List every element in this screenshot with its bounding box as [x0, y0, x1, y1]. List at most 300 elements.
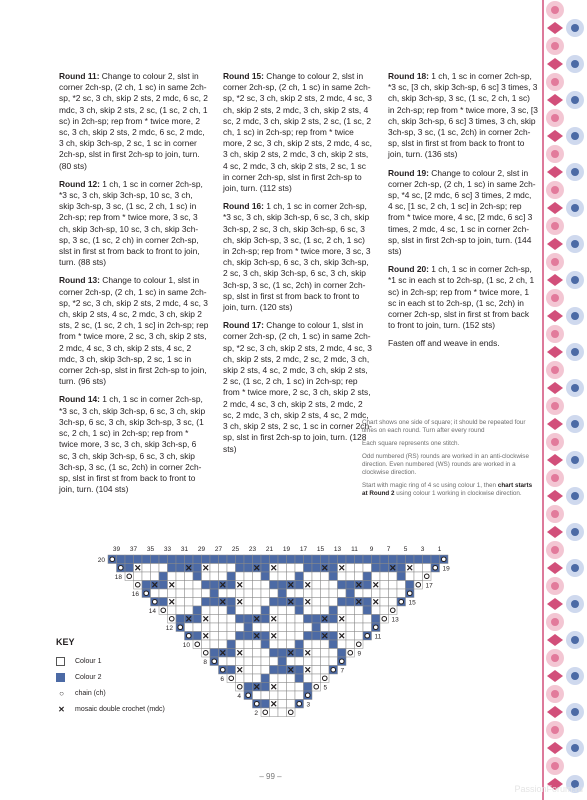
finish-text: Fasten off and weave in ends. — [388, 338, 500, 349]
round-label: 3 — [306, 701, 311, 709]
stitch-cell — [227, 657, 236, 666]
stitch-cell — [329, 632, 338, 641]
stitch-cell — [295, 589, 304, 598]
stitch-cell — [134, 572, 143, 581]
round-label: 5 — [323, 684, 328, 692]
stitch-cell — [372, 572, 381, 581]
stitch-cell — [304, 564, 313, 573]
stitch-cell — [125, 555, 134, 564]
stitch-cell — [312, 572, 321, 581]
stitch-cell — [329, 657, 338, 666]
chain-mark — [331, 667, 336, 672]
stitch-cell — [312, 666, 321, 675]
stitch-cell — [227, 606, 236, 615]
column-number: 37 — [129, 546, 138, 553]
stitch-cell — [202, 555, 211, 564]
stitch-cell — [253, 657, 262, 666]
colour1-swatch — [56, 657, 65, 666]
stitch-cell — [414, 555, 423, 564]
round-18: Round 18: 1 ch, 1 sc in corner 2ch-sp, *3 sc, [3 ch, skip 3ch-sp, 6 sc] 3 times, 3 ch, skip 3ch-sp, 3 sc, (1 sc, 2 ch, 1 sc) in 2ch-sp; rep from * twice more, 3 sc, [3 ch, skip 3ch-sp, 6 sc] 3 times, 3 ch, skip 3ch-sp, 3 sc, (1 sc, 2ch) in corner 2ch-sp, slst in first st from back to front to join, turn. (136 sts) — [388, 71, 538, 160]
key-colour2: Colour 2 — [56, 669, 165, 685]
stitch-cell — [176, 589, 185, 598]
round-label: 14 — [148, 608, 156, 615]
note-square: Each square represents one stitch. — [362, 440, 460, 447]
stitch-cell — [278, 691, 287, 700]
stitch-cell — [287, 674, 296, 683]
stitch-cell — [244, 623, 253, 632]
stitch-cell — [261, 606, 270, 615]
chain-mark — [382, 616, 387, 621]
stitch-cell — [193, 589, 202, 598]
stitch-cell — [270, 708, 279, 717]
stitch-cell — [210, 581, 219, 590]
stitch-cell — [295, 564, 304, 573]
chain-mark — [144, 591, 149, 596]
stitch-cell — [193, 572, 202, 581]
stitch-cell — [346, 555, 355, 564]
stitch-cell — [185, 606, 194, 615]
stitch-cell — [176, 581, 185, 590]
stitch-cell — [168, 572, 177, 581]
stitch-cell — [210, 649, 219, 658]
stitch-cell — [355, 589, 364, 598]
stitch-cell — [261, 598, 270, 607]
stitch-cell — [236, 555, 245, 564]
stitch-cell — [227, 589, 236, 598]
stitch-cell — [176, 572, 185, 581]
stitch-cell — [304, 572, 313, 581]
stitch-cell — [159, 589, 168, 598]
stitch-cell — [355, 632, 364, 641]
stitch-cell — [202, 581, 211, 590]
stitch-cell — [219, 606, 228, 615]
stitch-cell — [312, 649, 321, 658]
stitch-cell — [406, 572, 415, 581]
stitch-cell — [295, 683, 304, 692]
stitch-cell — [329, 589, 338, 598]
stitch-cell — [304, 657, 313, 666]
stitch-cell — [312, 615, 321, 624]
column-number: 3 — [420, 546, 425, 553]
stitch-cell — [193, 555, 202, 564]
stitch-cell — [312, 555, 321, 564]
stitch-cell — [142, 572, 151, 581]
stitch-cell — [159, 598, 168, 607]
stitch-cell — [312, 640, 321, 649]
stitch-cell — [397, 581, 406, 590]
chain-mark — [322, 676, 327, 681]
stitch-cell — [287, 564, 296, 573]
stitch-cell — [185, 581, 194, 590]
stitch-cell — [397, 589, 406, 598]
stitch-cell — [227, 649, 236, 658]
stitch-cell — [278, 700, 287, 709]
column-number: 29 — [197, 546, 206, 553]
column-number: 1 — [437, 546, 442, 553]
stitch-cell — [244, 564, 253, 573]
stitch-cell — [287, 683, 296, 692]
chain-mark — [195, 642, 200, 647]
stitch-cell — [210, 589, 219, 598]
stitch-cell — [431, 555, 440, 564]
stitch-cell — [134, 555, 143, 564]
key-title: KEY — [56, 637, 75, 647]
column-number: 7 — [386, 546, 391, 553]
stitch-cell — [389, 572, 398, 581]
round-label: 15 — [408, 599, 416, 607]
chain-mark — [416, 582, 421, 587]
watermark: PassionForum.ru — [514, 784, 583, 794]
column-number: 17 — [299, 546, 308, 553]
stitch-cell — [244, 581, 253, 590]
stitch-cell — [227, 640, 236, 649]
stitch-cell — [295, 623, 304, 632]
stitch-cell — [278, 649, 287, 658]
stitch-cell — [338, 572, 347, 581]
stitch-cell — [363, 572, 372, 581]
note-start: Start with magic ring of 4 sc using colour 1, then chart starts at Round 2 using colour 1 working in clockwise direction. — [362, 482, 533, 497]
stitch-cell — [278, 683, 287, 692]
stitch-cell — [244, 666, 253, 675]
stitch-cell — [287, 632, 296, 641]
stitch-cell — [278, 589, 287, 598]
column-number: 31 — [180, 546, 189, 553]
stitch-cell — [261, 657, 270, 666]
stitch-cell — [193, 615, 202, 624]
stitch-cell — [261, 564, 270, 573]
stitch-cell — [363, 564, 372, 573]
stitch-cell — [253, 666, 262, 675]
stitch-cell — [253, 572, 262, 581]
stitch-cell — [423, 564, 432, 573]
stitch-cell — [312, 589, 321, 598]
column-number: 5 — [403, 546, 408, 553]
stitch-cell — [363, 615, 372, 624]
stitch-cell — [253, 555, 262, 564]
stitch-cell — [236, 615, 245, 624]
chart-key — [56, 637, 165, 717]
stitch-cell — [295, 674, 304, 683]
stitch-cell — [329, 598, 338, 607]
stitch-cell — [380, 581, 389, 590]
round-label: 19 — [442, 565, 450, 573]
stitch-cell — [142, 555, 151, 564]
stitch-cell — [312, 564, 321, 573]
stitch-cell — [185, 589, 194, 598]
stitch-cell — [253, 674, 262, 683]
round-13: Round 13: Change to colour 1, slst in corner 2ch-sp, (2 ch, 1 sc) in same 2ch-sp, *2 sc, 3 ch, skip 2 sts, 2 mdc, 4 sc, 3 ch, skip 2 sts, 4 sc, 2 mdc, 3 ch, skip 2 sts, 2 sc, (1 sc, 2 ch, 1 sc] in 2ch-sp; rep from * twice more, 2 sc, 3 ch, skip 2 sts, 2 mdc, 4 sc, 3 ch, skip 2 sts, 4 sc, 2 mdc, 3 ch, skip 3ch-sp, 2 sc, 1 sc in corner 2ch-sp, slst in first 2ch-sp to join, turn. (96 sts) — [59, 275, 209, 387]
stitch-cell — [304, 589, 313, 598]
stitch-cell — [338, 589, 347, 598]
cross-icon: ✕ — [58, 704, 65, 714]
stitch-cell — [219, 589, 228, 598]
stitch-cell — [287, 572, 296, 581]
stitch-cell — [270, 691, 279, 700]
column-number: 23 — [248, 546, 257, 553]
stitch-cell — [159, 572, 168, 581]
stitch-cell — [312, 657, 321, 666]
stitch-cell — [295, 606, 304, 615]
round-20: Round 20: 1 ch, 1 sc in corner 2ch-sp, *1 sc in each st to 2ch-sp, (1 sc, 2 ch, 1 sc) in 2ch-sp; rep from * twice more, 1 sc in each st to 2ch-sp, (1 sc, 2ch) in corner 2ch-sp, slst in first st from back to front to join, turn. (152 sts) — [388, 264, 535, 331]
chain-mark — [161, 608, 166, 613]
stitch-cell — [380, 555, 389, 564]
stitch-cell — [329, 640, 338, 649]
stitch-cell — [423, 555, 432, 564]
stitch-cell — [270, 666, 279, 675]
round-label: 2 — [254, 710, 258, 717]
stitch-cell — [338, 598, 347, 607]
stitch-cell — [321, 657, 330, 666]
stitch-cell — [261, 683, 270, 692]
stitch-cell — [236, 606, 245, 615]
chain-mark — [127, 574, 132, 579]
stitch-cell — [236, 640, 245, 649]
chain-mark — [441, 557, 446, 562]
stitch-cell — [329, 615, 338, 624]
stitch-cell — [287, 615, 296, 624]
column-number: 35 — [146, 546, 155, 553]
stitch-cell — [278, 555, 287, 564]
stitch-cell — [210, 623, 219, 632]
stitch-cell — [278, 615, 287, 624]
stitch-cell — [295, 649, 304, 658]
stitch-cell — [321, 572, 330, 581]
stitch-cell — [414, 564, 423, 573]
stitch-cell — [380, 598, 389, 607]
stitch-cell — [321, 640, 330, 649]
stitch-cell — [295, 657, 304, 666]
stitch-cell — [363, 606, 372, 615]
round-label: 4 — [237, 693, 241, 700]
stitch-cell — [338, 581, 347, 590]
stitch-cell — [244, 606, 253, 615]
stitch-cell — [244, 555, 253, 564]
stitch-cell — [406, 581, 415, 590]
stitch-cell — [236, 564, 245, 573]
stitch-cell — [253, 581, 262, 590]
stitch-cell — [312, 674, 321, 683]
chain-mark — [407, 591, 412, 596]
stitch-cell — [278, 640, 287, 649]
stitch-cell — [151, 589, 160, 598]
round-label: 16 — [131, 591, 139, 598]
stitch-cell — [202, 623, 211, 632]
stitch-cell — [185, 598, 194, 607]
stitch-cell — [278, 581, 287, 590]
stitch-cell — [346, 564, 355, 573]
round-label: 10 — [182, 642, 190, 649]
stitch-cell — [193, 623, 202, 632]
stitch-cell — [227, 615, 236, 624]
stitch-cell — [270, 623, 279, 632]
stitch-cell — [185, 572, 194, 581]
chain-mark — [135, 582, 140, 587]
stitch-cell — [210, 564, 219, 573]
chain-icon: ○ — [59, 688, 64, 698]
stitch-cell — [355, 555, 364, 564]
round-label: 17 — [425, 582, 433, 590]
stitch-cell — [185, 555, 194, 564]
chain-mark — [169, 616, 174, 621]
stitch-cell — [278, 623, 287, 632]
stitch-cell — [253, 589, 262, 598]
chain-mark — [212, 659, 217, 664]
stitch-cell — [261, 581, 270, 590]
chain-mark — [373, 625, 378, 630]
round-14: Round 14: 1 ch, 1 sc in corner 2ch-sp, *3 sc, 3 ch, skip 3ch-sp, 6 sc, 3 ch, skip 3ch-sp, 6 sc, 3 ch, skip 3ch-sp, 3 sc, (1 sc, 2 ch, 1 sc) in 2ch-sp; rep from * twice more, 3 sc, 3 ch, skip 3ch-sp, 6 sc, 3 ch, skip 3ch-sp, 6 sc, 3 ch, skip 3ch-sp, 3 sc, (1 sc, 2ch) in corner 2ch-sp, slst in first st from back to front to join, turn. (104 sts) — [59, 394, 206, 495]
stitch-cell — [278, 666, 287, 675]
stitch-cell — [346, 581, 355, 590]
stitch-cell — [236, 572, 245, 581]
stitch-cell — [168, 555, 177, 564]
stitch-cell — [329, 581, 338, 590]
stitch-cell — [295, 615, 304, 624]
stitch-cell — [389, 598, 398, 607]
stitch-cell — [261, 666, 270, 675]
stitch-cell — [125, 564, 134, 573]
column-number: 15 — [316, 546, 325, 553]
stitch-cell — [159, 581, 168, 590]
stitch-cell — [304, 606, 313, 615]
chain-mark — [399, 599, 404, 604]
chain-mark — [263, 710, 268, 715]
stitch-cell — [355, 572, 364, 581]
stitch-cell — [176, 598, 185, 607]
stitch-cell — [380, 572, 389, 581]
stitch-cell — [372, 564, 381, 573]
stitch-cell — [193, 581, 202, 590]
stitch-cell — [244, 674, 253, 683]
stitch-cell — [227, 564, 236, 573]
note-direction: Odd numbered (RS) rounds are worked in an anti-clockwise direction. Even numbered (WS) rounds are worked in a clockwise direction. — [362, 453, 529, 476]
stitch-cell — [389, 589, 398, 598]
round-label: 18 — [114, 574, 122, 581]
stitch-cell — [321, 649, 330, 658]
stitch-cell — [236, 657, 245, 666]
stitch-cell — [321, 606, 330, 615]
stitch-cell — [363, 598, 372, 607]
stitch-cell — [176, 615, 185, 624]
stitch-cell — [244, 657, 253, 666]
stitch-cell — [244, 632, 253, 641]
stitch-cell — [363, 555, 372, 564]
stitch-cell — [270, 606, 279, 615]
stitch-cell — [142, 564, 151, 573]
stitch-cell — [321, 623, 330, 632]
column-number: 27 — [214, 546, 223, 553]
stitch-cell — [346, 623, 355, 632]
stitch-cell — [185, 623, 194, 632]
stitch-cell — [168, 564, 177, 573]
stitch-cell — [202, 640, 211, 649]
round-label: 11 — [374, 633, 382, 641]
key-colour1: Colour 1 — [56, 653, 165, 669]
stitch-cell — [338, 623, 347, 632]
stitch-cell — [227, 632, 236, 641]
stitch-cell — [227, 581, 236, 590]
stitch-cell — [117, 555, 126, 564]
stitch-cell — [270, 598, 279, 607]
stitch-cell — [380, 606, 389, 615]
stitch-cell — [210, 598, 219, 607]
stitch-cell — [338, 640, 347, 649]
stitch-cell — [355, 564, 364, 573]
stitch-cell — [261, 623, 270, 632]
stitch-cell — [244, 572, 253, 581]
colour2-swatch — [56, 673, 65, 682]
stitch-cell — [210, 555, 219, 564]
stitch-cell — [253, 623, 262, 632]
stitch-cell — [202, 589, 211, 598]
stitch-cell — [236, 674, 245, 683]
stitch-cell — [406, 555, 415, 564]
stitch-cell — [253, 606, 262, 615]
stitch-cell — [321, 589, 330, 598]
stitch-cell — [159, 555, 168, 564]
stitch-cell — [159, 564, 168, 573]
stitch-cell — [270, 674, 279, 683]
stitch-cell — [312, 598, 321, 607]
chain-mark — [186, 633, 191, 638]
stitch-cell — [278, 606, 287, 615]
stitch-cell — [355, 623, 364, 632]
chain-mark — [424, 574, 429, 579]
stitch-cell — [312, 581, 321, 590]
stitch-cell — [151, 564, 160, 573]
stitch-cell — [329, 623, 338, 632]
stitch-cell — [244, 615, 253, 624]
chain-mark — [365, 633, 370, 638]
column-number: 11 — [351, 546, 358, 553]
stitch-cell — [295, 691, 304, 700]
stitch-cell — [372, 615, 381, 624]
stitch-cell — [329, 572, 338, 581]
stitch-cell — [236, 623, 245, 632]
key-chain: ○ chain (ch) — [56, 685, 165, 701]
stitch-cell — [346, 589, 355, 598]
round-11: Round 11: Change to colour 2, slst in corner 2ch-sp, (2 ch, 1 sc) in same 2ch-sp, *2 sc, 3 ch, skip 2 sts, 2 mdc, 6 sc, 2 mdc, 3 ch, skip 2 sts, 2 sc, (1 sc, 2 ch, 1 sc) in 2ch-sp; rep from * twice more, 2 sc, 3 ch, skip 2 sts, 2 mdc, 6 sc, 2 mdc, 3 ch, skip 3ch-sp, 2 sc, 1 sc in corner 2ch-sp, slst in first 2ch-sp to join, turn. (80 sts) — [59, 71, 208, 171]
stitch-cell — [287, 589, 296, 598]
stitch-cell — [287, 657, 296, 666]
stitch-cell — [227, 598, 236, 607]
stitch-cell — [304, 615, 313, 624]
stitch-cell — [346, 606, 355, 615]
stitch-cell — [287, 700, 296, 709]
stitch-cell — [338, 555, 347, 564]
stitch-cell — [227, 666, 236, 675]
stitch-cell — [219, 572, 228, 581]
stitch-cell — [227, 623, 236, 632]
stitch-cell — [380, 589, 389, 598]
column-number: 13 — [333, 546, 342, 553]
stitch-cell — [329, 649, 338, 658]
round-12: Round 12: 1 ch, 1 sc in corner 2ch-sp, *3 sc, 3 ch, skip 3ch-sp, 10 sc, 3 ch, skip 3ch-sp, 3 sc, (1 sc, 2 ch, 1 sc) in 2ch-sp; rep from * twice more, 3 sc, 3 ch, skip 3ch-sp, 10 sc, 3 ch, skip 3ch-sp, 3 sc, (1 sc, 2 ch) in corner 2ch-sp, slst in first st from back to front to join, turn. (88 sts) — [59, 178, 203, 268]
stitch-cell — [219, 623, 228, 632]
stitch-cell — [253, 598, 262, 607]
stitch-cell — [355, 615, 364, 624]
stitch-cell — [261, 615, 270, 624]
stitch-cell — [389, 581, 398, 590]
stitch-cell — [270, 649, 279, 658]
stitch-cell — [321, 598, 330, 607]
stitch-cell — [304, 623, 313, 632]
column-number: 39 — [112, 546, 121, 553]
stitch-cell — [261, 632, 270, 641]
stitch-cell — [193, 598, 202, 607]
stitch-cell — [219, 657, 228, 666]
stitch-cell — [287, 606, 296, 615]
stitch-cell — [304, 674, 313, 683]
